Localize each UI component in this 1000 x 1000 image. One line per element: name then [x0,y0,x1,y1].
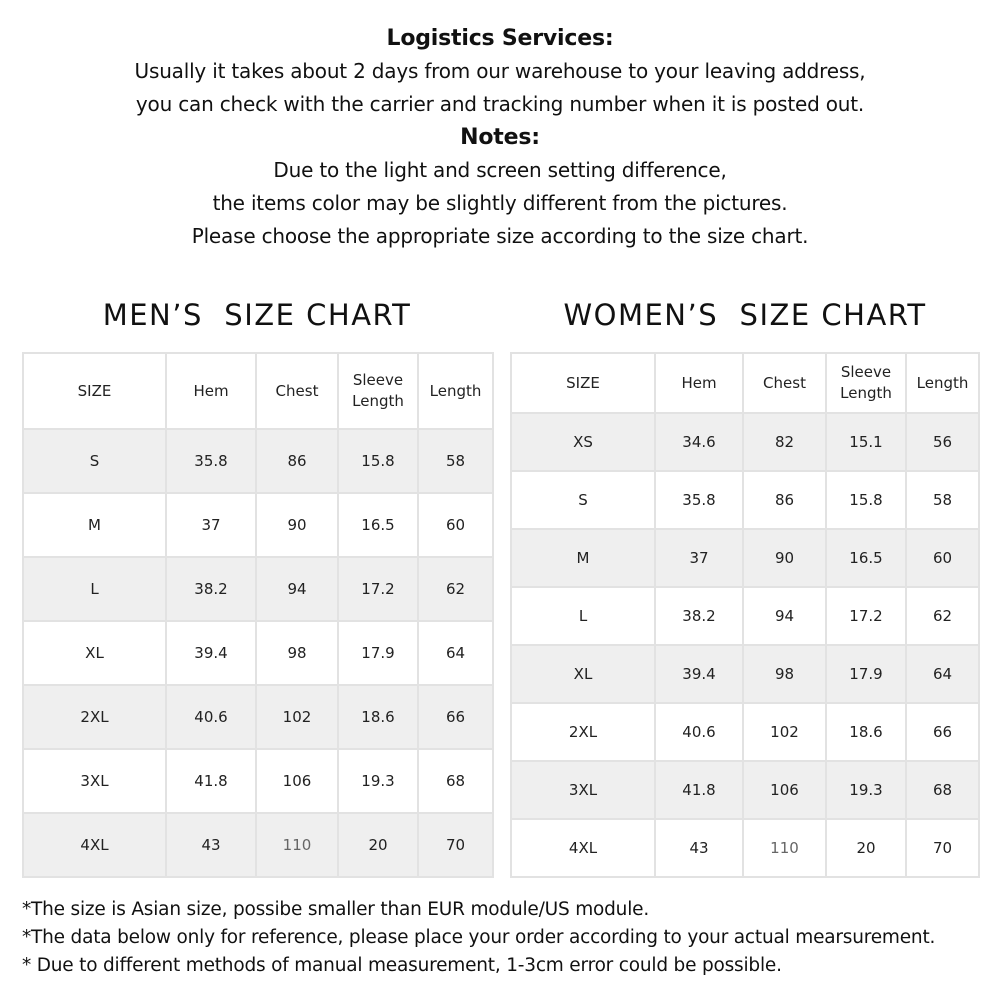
size-cell: M [23,493,166,557]
sleeve-length-cell: 18.6 [338,685,418,749]
chest-cell: 98 [256,621,338,685]
table-row [511,587,979,645]
footnotes [22,896,935,980]
hem-cell: 39.4 [166,621,256,685]
hem-cell: 37 [166,493,256,557]
column-header-sleeve-length: Sleeve Length [338,353,418,429]
chest-cell: 110 [256,813,338,877]
info-header [0,22,1000,253]
notes-text-line-3: Please choose the appropriate size according to the size chart. [191,224,809,248]
length-cell: 62 [906,587,979,645]
size-cell: 2XL [511,703,655,761]
size-cell: 3XL [23,749,166,813]
sleeve-length-cell: 17.9 [338,621,418,685]
women-size-table [510,352,980,878]
chest-cell: 90 [743,529,826,587]
notes-text-line-2: the items color may be slightly different from the pictures. [212,191,788,215]
logistics-text-line-2: you can check with the carrier and tracking number when it is posted out. [135,92,865,116]
sleeve-length-cell: 18.6 [826,703,906,761]
size-cell: XS [511,413,655,471]
column-header-size: SIZE [511,353,655,413]
sleeve-length-cell: 15.8 [826,471,906,529]
length-cell: 60 [906,529,979,587]
hem-cell: 35.8 [655,471,743,529]
table-row [511,703,979,761]
sleeve-length-cell: 17.2 [826,587,906,645]
hem-cell: 43 [655,819,743,877]
length-cell: 64 [418,621,493,685]
hem-cell: 40.6 [655,703,743,761]
men-size-chart-title: MEN’S SIZE CHART [102,298,412,332]
table-row [23,813,493,877]
hem-cell: 39.4 [655,645,743,703]
length-cell: 64 [906,645,979,703]
sleeve-length-cell: 17.9 [826,645,906,703]
hem-cell: 38.2 [166,557,256,621]
length-cell: 70 [906,819,979,877]
hem-cell: 34.6 [655,413,743,471]
column-header-length: Length [906,353,979,413]
table-row [23,493,493,557]
chest-cell: 82 [743,413,826,471]
sleeve-length-cell: 20 [338,813,418,877]
size-cell: XL [511,645,655,703]
length-cell: 56 [906,413,979,471]
notes-heading: Notes: [460,125,540,150]
table-row [511,819,979,877]
table-row [511,471,979,529]
column-header-chest: Chest [743,353,826,413]
table-row [511,413,979,471]
sleeve-length-cell: 20 [826,819,906,877]
chest-cell: 106 [256,749,338,813]
size-cell: S [23,429,166,493]
column-header-length: Length [418,353,493,429]
sleeve-length-cell: 17.2 [338,557,418,621]
size-cell: 4XL [23,813,166,877]
size-cell: S [511,471,655,529]
logistics-text-line-1: Usually it takes about 2 days from our warehouse to your leaving address, [134,59,866,83]
sleeve-length-cell: 15.8 [338,429,418,493]
length-cell: 68 [906,761,979,819]
size-cell: M [511,529,655,587]
table-row [511,529,979,587]
length-cell: 58 [418,429,493,493]
size-cell: L [511,587,655,645]
footnote-reference-only: *The data below only for reference, please place your order according to your actual mearsurement. [22,927,936,948]
hem-cell: 41.8 [166,749,256,813]
chest-cell: 94 [743,587,826,645]
size-cell: L [23,557,166,621]
length-cell: 62 [418,557,493,621]
length-cell: 66 [418,685,493,749]
table-header-row [511,353,979,413]
hem-cell: 35.8 [166,429,256,493]
sleeve-length-cell: 15.1 [826,413,906,471]
column-header-hem: Hem [655,353,743,413]
chest-cell: 90 [256,493,338,557]
size-cell: XL [23,621,166,685]
length-cell: 66 [906,703,979,761]
chest-cell: 86 [743,471,826,529]
table-row [23,749,493,813]
men-size-table [22,352,494,878]
hem-cell: 40.6 [166,685,256,749]
column-header-hem: Hem [166,353,256,429]
chest-cell: 94 [256,557,338,621]
length-cell: 58 [906,471,979,529]
chest-cell: 102 [256,685,338,749]
size-cell: 3XL [511,761,655,819]
table-row [23,621,493,685]
logistics-heading: Logistics Services: [386,26,614,51]
table-row [23,429,493,493]
chest-cell: 106 [743,761,826,819]
sleeve-length-cell: 19.3 [826,761,906,819]
column-header-size: SIZE [23,353,166,429]
chest-cell: 102 [743,703,826,761]
hem-cell: 37 [655,529,743,587]
length-cell: 60 [418,493,493,557]
column-header-chest: Chest [256,353,338,429]
table-row [23,557,493,621]
hem-cell: 38.2 [655,587,743,645]
notes-text-line-1: Due to the light and screen setting difference, [273,158,727,182]
table-row [511,645,979,703]
size-cell: 2XL [23,685,166,749]
footnote-asian-size: *The size is Asian size, possibe smaller than EUR module/US module. [22,899,650,920]
women-size-chart-title: WOMEN’S SIZE CHART [563,298,927,332]
length-cell: 70 [418,813,493,877]
column-header-sleeve-length: Sleeve Length [826,353,906,413]
hem-cell: 43 [166,813,256,877]
footnote-measurement-error: * Due to different methods of manual measurement, 1-3cm error could be possible. [22,955,782,976]
table-row [511,761,979,819]
length-cell: 68 [418,749,493,813]
size-cell: 4XL [511,819,655,877]
hem-cell: 41.8 [655,761,743,819]
sleeve-length-cell: 16.5 [338,493,418,557]
chest-cell: 98 [743,645,826,703]
table-header-row [23,353,493,429]
table-row [23,685,493,749]
sleeve-length-cell: 19.3 [338,749,418,813]
chest-cell: 110 [743,819,826,877]
chest-cell: 86 [256,429,338,493]
sleeve-length-cell: 16.5 [826,529,906,587]
